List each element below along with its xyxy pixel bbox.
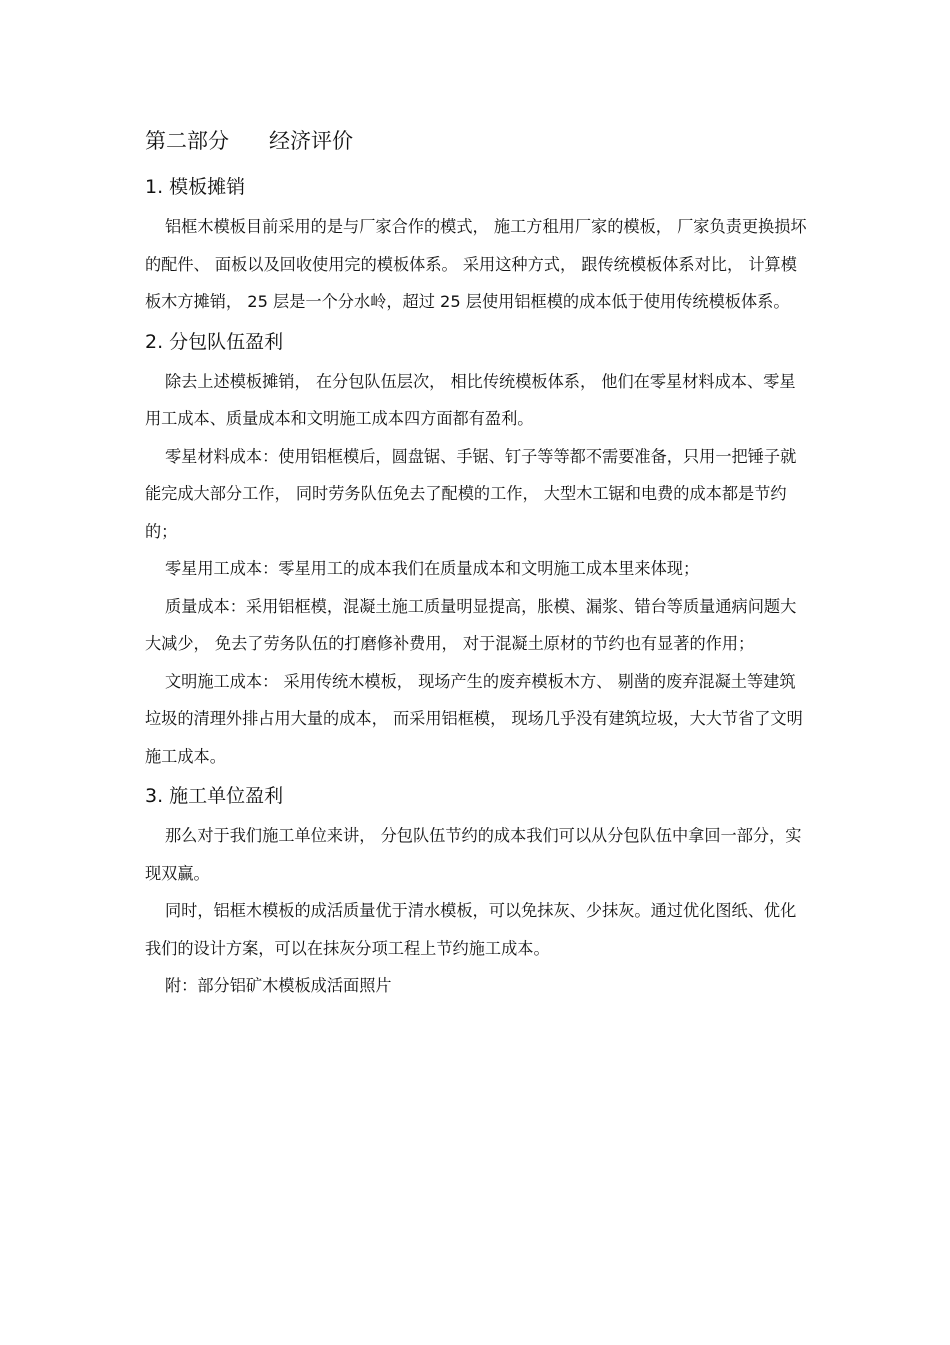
paragraph: 除去上述模板摊销， 在分包队伍层次， 相比传统模板体系， 他们在零星材料成本、零星用工成本、质量成本和文明施工成本四方面都有盈利。 [145, 371, 796, 428]
document-body [145, 124, 810, 1005]
page-title: 第二部分 经济评价 [145, 129, 354, 153]
paragraph: 零星用工成本：零星用工的成本我们在质量成本和文明施工成本里来体现； [165, 559, 700, 578]
section-1 [145, 172, 810, 321]
paragraph: 同时，铝框木模板的成活质量优于清水模板，可以免抹灰、少抹灰。通过优化图纸、优化我们的设计方案，可以在抹灰分项工程上节约施工成本。 [145, 901, 797, 958]
paragraph: 零星材料成本：使用铝框模后，圆盘锯、手锯、钉子等等都不需要准备，只用一把锤子就能完成大部分工作， 同时劳务队伍免去了配模的工作， 大型木工锯和电费的成本都是节约的； [145, 446, 797, 541]
paragraph: 质量成本：采用铝框模，混凝土施工质量明显提高，胀模、漏浆、错台等质量通病问题大大减少， 免去了劳务队伍的打磨修补费用， 对于混凝土原材的节约也有显著的作用； [145, 596, 797, 653]
paragraph: 铝框木模板目前采用的是与厂家合作的模式， 施工方租用厂家的模板， 厂家负责更换损坏的配件、 面板以及回收使用完的模板体系。 采用这种方式， 跟传统模板体系对比， 计算模板木方摊销， 25 层是一个分水岭，超过 25 层使用铝框模的成本低于使用传统模板体系。 [145, 217, 807, 311]
paragraph: 那么对于我们施工单位来讲， 分包队伍节约的成本我们可以从分包队伍中拿回一部分，实现双赢。 [145, 826, 802, 883]
section-heading: 3. 施工单位盈利 [145, 785, 284, 807]
paragraph: 文明施工成本： 采用传统木模板， 现场产生的废弃模板木方、 剔凿的废弃混凝土等建筑垃圾的清理外排占用大量的成本， 而采用铝框模， 现场几乎没有建筑垃圾，大大节省了文明施工成本。 [145, 671, 803, 766]
section-2 [145, 327, 810, 776]
paragraph: 附：部分铝矿木模板成活面照片 [165, 976, 392, 995]
section-heading: 1. 模板摊销 [145, 176, 246, 198]
section-heading: 2. 分包队伍盈利 [145, 330, 284, 353]
section-3 [145, 781, 810, 1005]
